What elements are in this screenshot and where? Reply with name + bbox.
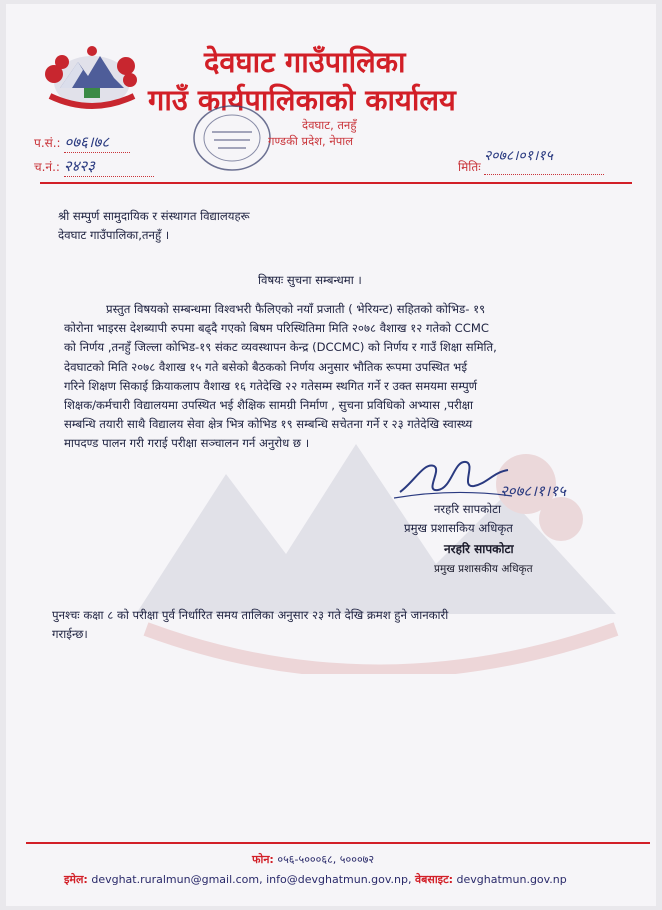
date-handwritten: २०७८।०१।१५ [484, 148, 553, 164]
office-title-line2: गाउँ कार्यपालिकाको कार्यालय [148, 83, 456, 117]
body-line: सम्बन्धि तयारी साथै विद्यालय सेवा क्षेत्र भित्र कोभिड १९ सम्बन्धि सचेतना गर्ने र २३ गतेदेखि स्वास्थ्य [64, 417, 473, 432]
chalani-value: २४२३ [64, 156, 154, 177]
stamp-name: नरहरि सापकोटा [444, 542, 514, 556]
nepal-emblem-logo [40, 44, 140, 116]
footer-contact [64, 872, 567, 887]
body-line: प्रस्तुत विषयको सम्बन्धमा विश्वभरी फैलिएको नयाँ प्रजाती ( भेरियन्ट) सहितको कोभिड- १९ [106, 302, 486, 316]
addressee-line2: देवघाट गाउँपालिका,तनहुँ । [58, 228, 170, 242]
email-value: devghat.ruralmun@gmail.com, info@devghatmun.gov.np, [91, 873, 412, 886]
website-value: devghatmun.gov.np [456, 873, 567, 886]
date-field [458, 158, 604, 175]
website-label: वेबसाइट: [414, 873, 454, 886]
body-line: शिक्षक/कर्मचारी विद्यालयमा उपस्थित भई शैक्षिक सामग्री निर्माण , सुचना प्रविधिको अभ्यास ,परीक्षा [64, 398, 474, 413]
office-location: देवघाट, तनहुँ [302, 118, 357, 132]
header-divider [40, 182, 632, 184]
date-dotted-line [484, 160, 604, 175]
chalani-label: च.नं.: [34, 160, 60, 174]
phone-value: ०५६-५०००६८, ५०००७२ [277, 853, 375, 866]
stamp-designation: प्रमुख प्रशासकीय अधिकृत [434, 563, 533, 575]
signatory-designation: प्रमुख प्रशासकिय अधिकृत [404, 521, 513, 535]
office-round-stamp [190, 102, 274, 174]
body-line: गरिने शिक्षण सिकाई क्रियाकलाप वैशाख १६ गतेदेखि २२ गतेसम्म स्थगित गर्ने र उक्त समयमा सम्पुर्ण [64, 378, 478, 393]
patra-sankhya [34, 132, 130, 153]
letter-body [64, 300, 604, 454]
footer-phone [252, 852, 374, 867]
signature-date: २०७८।१।१५ [500, 482, 566, 500]
postscript-line1: पुनश्चः कक्षा ८ को परीक्षा पुर्व निर्धारित समय तालिका अनुसार २३ गते देखि क्रमश हुने जानकारी [52, 608, 449, 622]
addressee-line1: श्री सम्पुर्ण सामुदायिक र संस्थागत विद्यालयहरू [58, 209, 250, 223]
body-line: कोरोना भाइरस देशब्यापी रुपमा बढ्दै गएको बिषम परिस्थितिमा मिति २०७८ वैशाख १२ गतेको CCMC [64, 321, 489, 336]
footer-divider [26, 842, 650, 844]
subject-line: विषयः सुचना सम्बन्धमा । [258, 273, 362, 287]
office-title-line1: देवघाट गाउँपालिका [204, 45, 406, 79]
email-label: इमेल: [64, 873, 88, 886]
date-label: मितिः [458, 160, 481, 174]
letter-page [6, 4, 656, 906]
phone-label: फोन: [252, 853, 274, 866]
handwritten-signature [394, 452, 514, 502]
body-line: मापदण्ड पालन गरी गराई परीक्षा सञ्चालन गर्न अनुरोध छ । [64, 436, 310, 451]
office-province: गण्डकी प्रदेश, नेपाल [268, 134, 354, 148]
body-line: देवघाटको मिति २०७८ वैशाख १५ गते बसेको बैठकको निर्णय अनुसार भौतिक रूपमा उपस्थित भई [64, 359, 468, 374]
signatory-name: नरहरि सापकोटा [434, 502, 501, 516]
body-line: को निर्णय ,तनहुँ जिल्ला कोभिड-१९ संकट व्यवस्थापन केन्द्र (DCCMC) को निर्णय र गाउँ शिक्षा समिति, [64, 340, 497, 355]
patra-label: प.सं.: [34, 136, 61, 150]
chalani-number [34, 156, 154, 177]
postscript-line2: गराईन्छ। [52, 627, 88, 641]
patra-value: ०७६।७८ [64, 132, 130, 153]
